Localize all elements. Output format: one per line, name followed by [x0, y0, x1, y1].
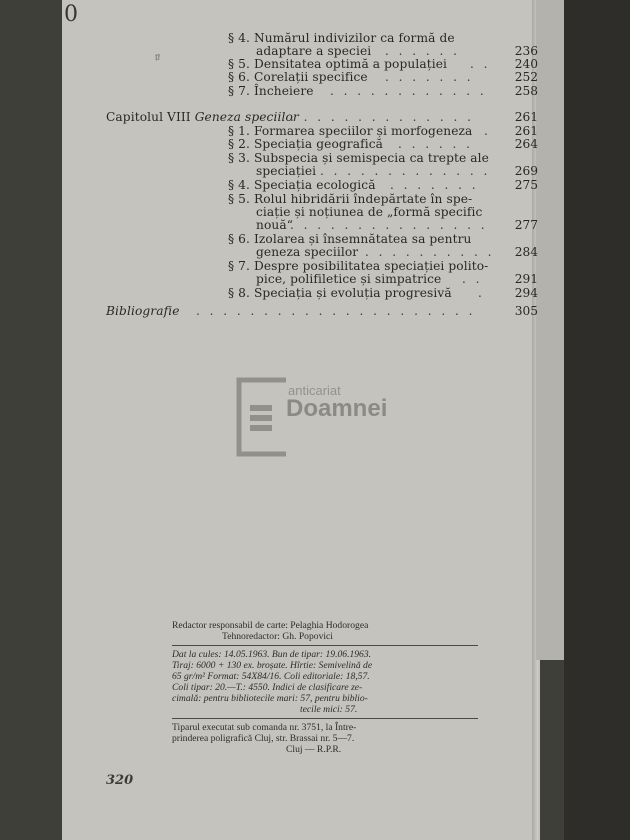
toc-entry: § 6. Corelații specifice [228, 70, 368, 84]
logo-icon [236, 377, 286, 459]
imprint-technical: Tehnoredactor: Gh. Popovici [222, 631, 333, 642]
toc-page: 264 [514, 137, 538, 151]
toc-page: 258 [514, 84, 538, 98]
imprint-line: 65 gr/m² Format: 54X84/16. Coli editoriale: 18,57. [172, 671, 370, 682]
watermark-small-text: anticariat [288, 383, 341, 398]
toc-page: 269 [514, 164, 538, 178]
toc-entry: § 3. Subspecia și semispecia ca trepte ale [228, 151, 489, 165]
toc-entry: § 5. Rolul hibridării îndepărtate în spe- [228, 192, 473, 206]
background-right [564, 0, 630, 840]
toc-entry: nouă“ [256, 218, 294, 232]
next-page-edge [536, 0, 564, 660]
divider [172, 718, 478, 719]
imprint-line: Coli tipar: 20.—T.: 4550. Indici de clasificare ze- [172, 682, 363, 693]
toc-page: 277 [514, 218, 538, 232]
toc-page: 252 [514, 70, 538, 84]
toc-entry: speciației [256, 164, 317, 178]
toc-entry: § 7. Încheiere [228, 84, 314, 98]
imprint-line: cimală: pentru bibliotecile mari: 57, pentru biblio- [172, 693, 368, 704]
corner-mark: 0 [64, 2, 78, 27]
toc-entry: § 4. Numărul indivizilor ca formă de [228, 31, 455, 45]
toc-page: 305 [514, 304, 538, 318]
toc-entry: § 6. Izolarea și însemnătatea sa pentru [228, 232, 472, 246]
toc-entry: § 7. Despre posibilitatea speciației polito- [228, 259, 489, 273]
toc-entry: § 4. Speciația ecologică [228, 178, 376, 192]
printing-line: Cluj — R.P.R. [286, 744, 342, 755]
toc-page: 236 [514, 44, 538, 58]
toc-page: 294 [514, 286, 538, 300]
toc-entry: pice, polifiletice și simpatrice [256, 272, 442, 286]
toc-page: 291 [514, 272, 538, 286]
toc-entry: § 8. Speciația și evoluția progresivă [228, 286, 452, 300]
toc-page: 261 [514, 110, 538, 124]
toc-page: 284 [514, 245, 538, 259]
toc-page: 261 [514, 124, 538, 138]
watermark-logo [236, 377, 398, 459]
printing-line: Tiparul executat sub comanda nr. 3751, la Între- [172, 722, 357, 733]
toc-page: 240 [514, 57, 538, 71]
watermark-big-text: Doamnei [286, 395, 388, 422]
chapter-heading: Capitolul VIII Geneza speciilor [106, 110, 299, 124]
imprint-line: Dat la cules: 14.05.1963. Bun de tipar: 19.06.1963. [172, 649, 372, 660]
printing-line: prinderea poligrafică Cluj, str. Brassai nr. 5—7. [172, 733, 355, 744]
toc-entry: geneza speciilor [256, 245, 359, 259]
toc-page: 275 [514, 178, 538, 192]
toc-entry: § 1. Formarea speciilor și morfogeneza [228, 124, 473, 138]
toc-entry: ciație și noțiunea de „formă specific [256, 205, 483, 219]
page-number: 320 [106, 773, 134, 788]
toc-entry: § 2. Speciația geografică [228, 137, 384, 151]
imprint-editor: Redactor responsabil de carte: Pelaghia Hodorogea [172, 620, 369, 631]
imprint-line: Tiraj: 6000 + 130 ex. broșate. Hîrtie: Semivelină de [172, 660, 373, 671]
toc-entry: § 5. Densitatea optimă a populației [228, 57, 448, 71]
toc-entry-bibliography: Bibliografie [106, 304, 180, 318]
imprint-line: tecile mici: 57. [300, 704, 358, 715]
divider [172, 645, 478, 646]
toc-entry: adaptare a speciei [256, 44, 372, 58]
